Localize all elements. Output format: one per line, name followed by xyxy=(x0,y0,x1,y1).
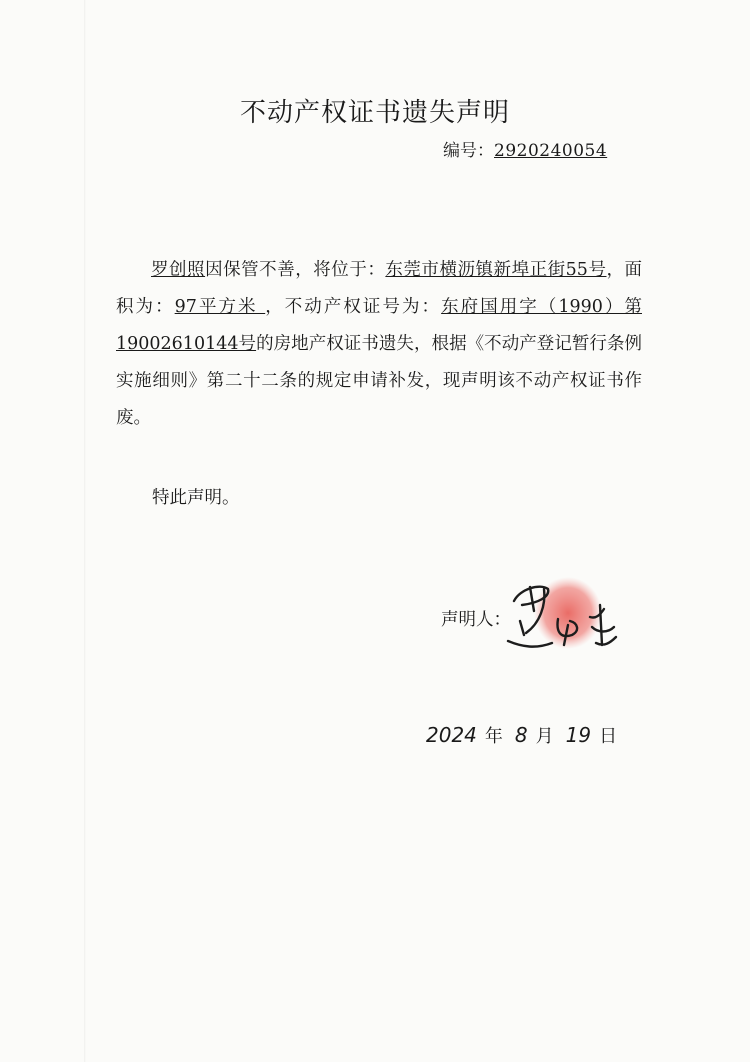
body-text-4: 的房地产权证书遗失，根据《不动产登记暂行条例实施细则》第二十二条的规定申请补发，现声明该不动产权证书作废。 xyxy=(116,334,643,428)
date-month-label: 月 xyxy=(535,726,554,747)
property-area: 97平方米 xyxy=(174,297,266,317)
page-fold-shadow xyxy=(84,0,86,1062)
number-label: 编号： xyxy=(443,141,494,161)
declaration-body xyxy=(116,252,642,437)
date-year-label: 年 xyxy=(484,726,503,747)
certificate-number: 东府国用字（1990）第19002610144号 xyxy=(116,297,642,354)
body-text-3: ，不动产权证号为： xyxy=(265,297,442,317)
declaration-date xyxy=(426,722,629,748)
date-day: 19 xyxy=(565,723,592,747)
property-address: 东莞市横沥镇新埠正街55号 xyxy=(385,260,607,280)
signer-label: 声明人： xyxy=(441,610,511,630)
signature-with-fingerprint xyxy=(500,575,620,675)
document-number xyxy=(443,136,607,161)
document-title: 不动产权证书遗失声明 xyxy=(239,98,510,128)
date-month: 8 xyxy=(514,723,528,747)
declaration-paragraph xyxy=(116,252,642,437)
body-text-2: ，面积为： xyxy=(116,260,643,317)
body-text-1: 因保管不善，将位于： xyxy=(205,260,386,280)
date-day-label: 日 xyxy=(599,726,618,747)
closing-statement: 特此声明。 xyxy=(152,488,240,508)
owner-name: 罗创照 xyxy=(151,260,206,280)
date-year: 2024 xyxy=(426,723,477,747)
number-value: 2920240054 xyxy=(494,141,608,161)
